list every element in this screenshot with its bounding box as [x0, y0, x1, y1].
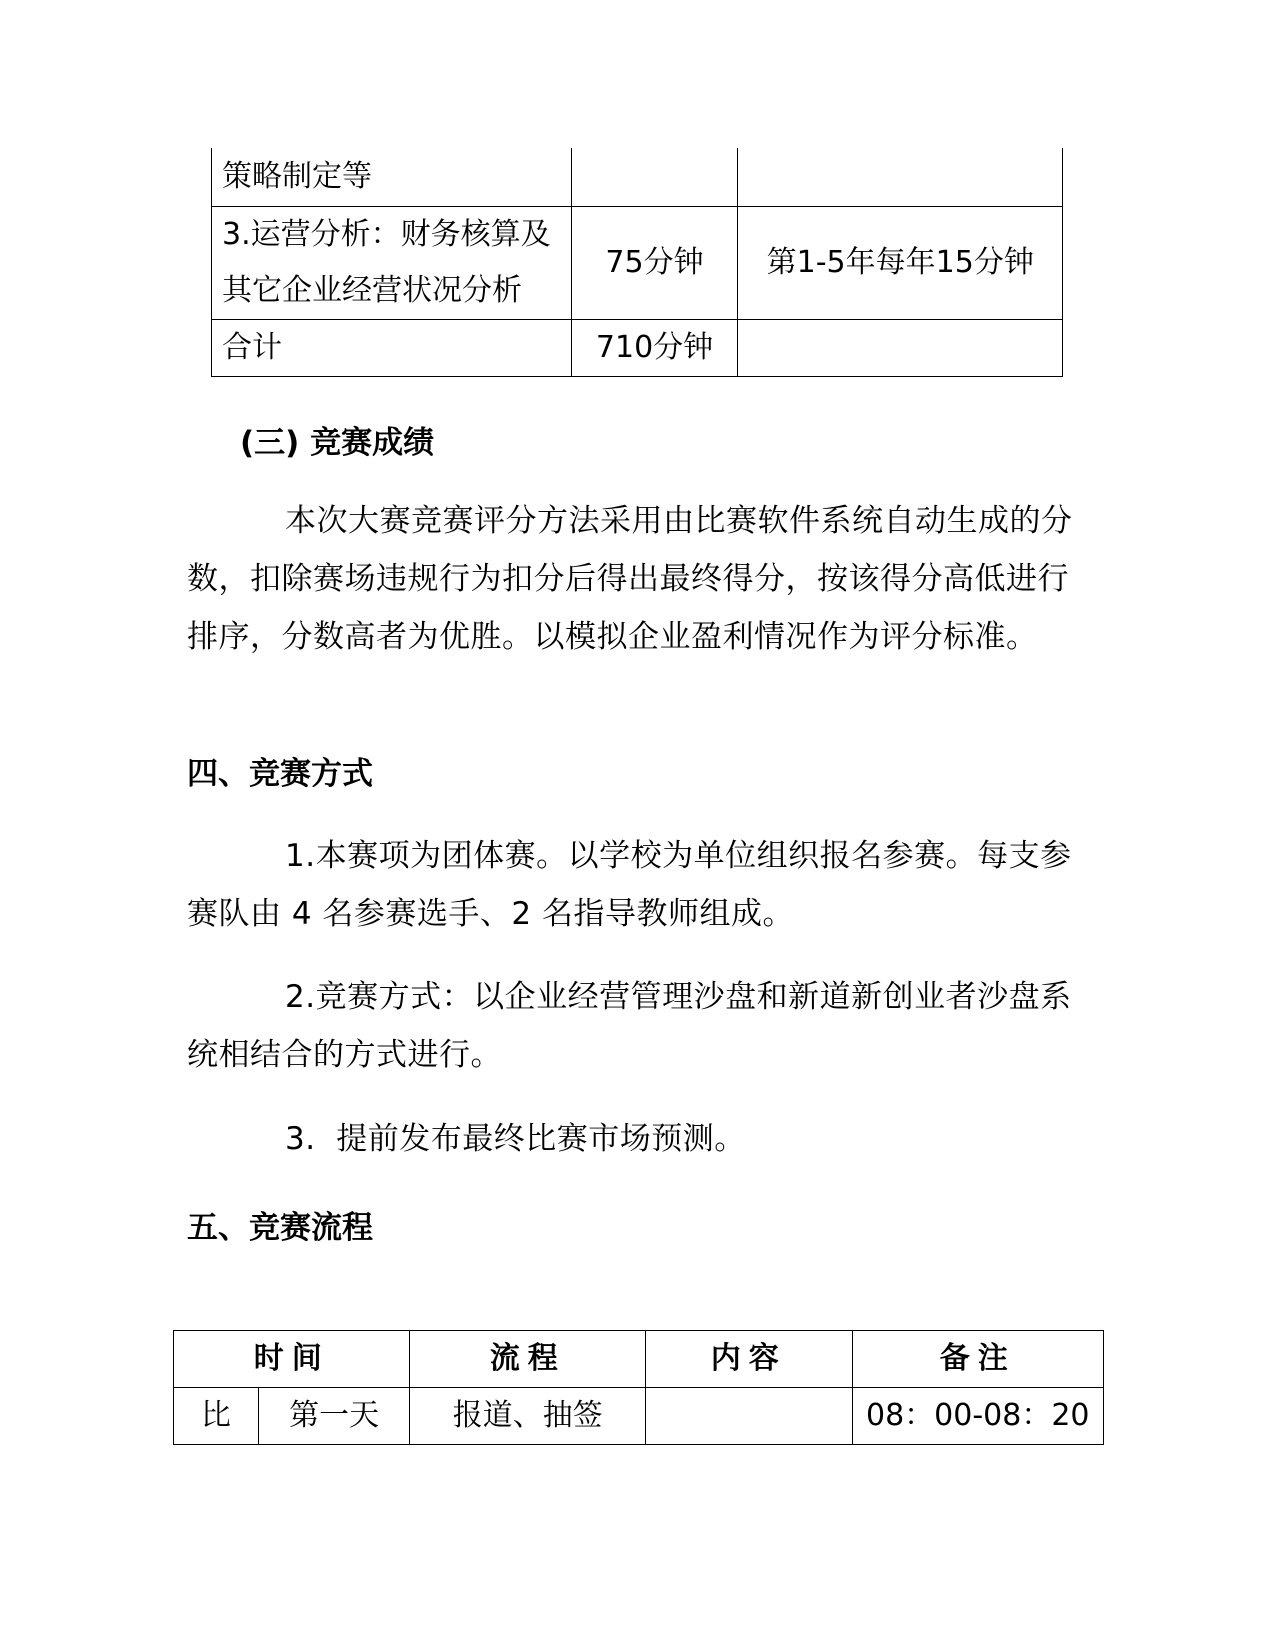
table-cell-item: 策略制定等	[212, 148, 572, 207]
schedule-table	[211, 148, 1063, 377]
table-cell-note: 第1-5年每年15分钟	[738, 207, 1063, 320]
section-heading-format: 四、竞赛方式	[187, 756, 373, 792]
section-heading-process: 五、竞赛流程	[187, 1210, 373, 1246]
table-cell-process: 报道、抽签	[410, 1388, 646, 1445]
table-row	[212, 207, 1063, 320]
table-cell-note	[738, 320, 1063, 377]
table-cell-item: 3.运营分析：财务核算及其它企业经营状况分析	[212, 207, 572, 320]
table-cell-duration: 75分钟	[571, 207, 738, 320]
results-paragraph: 本次大赛竞赛评分方法采用由比赛软件系统自动生成的分数，扣除赛场违规行为扣分后得出最终得分，按该得分高低进行排序，分数高者为优胜。以模拟企业盈利情况作为评分标准。	[187, 503, 1073, 655]
table-cell-duration	[571, 148, 738, 207]
table-cell-duration: 710分钟	[571, 320, 738, 377]
table-row	[174, 1388, 1104, 1445]
table-row	[212, 320, 1063, 377]
header-note: 备注	[852, 1331, 1104, 1388]
header-content: 内容	[645, 1331, 852, 1388]
table-header-row	[174, 1331, 1104, 1388]
process-table	[173, 1330, 1104, 1445]
format-item-1: 1.本赛项为团体赛。以学校为单位组织报名参赛。每支参赛队由 4 名参赛选手、2 名指导教师组成。	[187, 838, 1072, 932]
header-process: 流程	[410, 1331, 646, 1388]
table-cell-phase: 比	[174, 1388, 259, 1445]
table-cell-day: 第一天	[258, 1388, 410, 1445]
table-cell-note: 08：00-08：20	[852, 1388, 1104, 1445]
format-item-2: 2.竞赛方式：以企业经营管理沙盘和新道新创业者沙盘系统相结合的方式进行。	[187, 979, 1072, 1073]
table-cell-item: 合计	[212, 320, 572, 377]
header-time: 时间	[174, 1331, 410, 1388]
table-cell-note	[738, 148, 1063, 207]
section-heading-results: (三) 竞赛成绩	[240, 425, 435, 461]
format-item-3: 3. 提前发布最终比赛市场预测。	[285, 1121, 746, 1157]
table-row	[212, 148, 1063, 207]
table-cell-content	[645, 1388, 852, 1445]
